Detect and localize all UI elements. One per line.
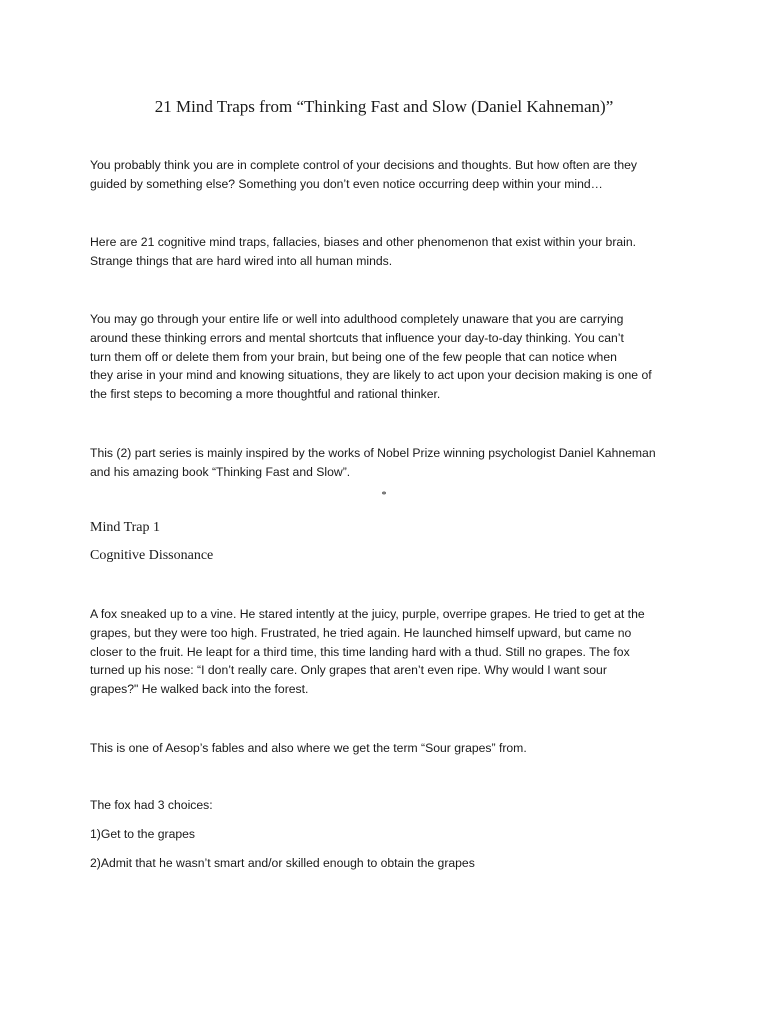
choice-item-2: 2)Admit that he wasn’t smart and/or skilled enough to obtain the grapes [90,856,475,870]
intro-paragraph-2: Here are 21 cognitive mind traps, fallacies, biases and other phenomenon that exist within your brain. Strange things that are hard wired into all human minds. [90,235,637,268]
aesop-paragraph: This is one of Aesop’s fables and also where we get the term “Sour grapes” from. [90,741,527,755]
choices-intro: The fox had 3 choices: [90,798,213,812]
fable-paragraph: A fox sneaked up to a vine. He stared intently at the juicy, purple, overripe grapes. He tried to get at the grapes, but they were too high. Frustrated, he tried again. He launched himself upward, but came no closer to the fruit. He leapt for a third time, this time landing hard with a thud. Still no grapes. The fox turned up his nose: “I don’t really care. Only grapes that aren’t even ripe. Why would I want sour grapes?" He walked back into the forest. [90,607,645,697]
section-separator: * [381,490,387,501]
intro-paragraph-3: You may go through your entire life or well into adulthood completely unaware that you are carrying around these thinking errors and mental shortcuts that influence your day-to-day thinking. You can’t turn them off or delete them from your brain, but being one of the few people that can notice when they arise in your mind and knowing situations, they are likely to act upon your decision making is one of the first steps to becoming a more thoughtful and rational thinker. [90,312,652,402]
mind-trap-label: Mind Trap 1 [90,520,161,535]
choice-item-1: 1)Get to the grapes [90,827,196,841]
document-title: 21 Mind Traps from “Thinking Fast and Slow (Daniel Kahneman)” [154,97,614,116]
mind-trap-name: Cognitive Dissonance [90,548,214,563]
intro-paragraph-4: This (2) part series is mainly inspired by the works of Nobel Prize winning psychologist Daniel Kahneman and his amazing book “Thinking Fast and Slow”. [90,446,656,479]
intro-paragraph-1: You probably think you are in complete control of your decisions and thoughts. But how often are they guided by something else? Something you don’t even notice occurring deep within your mind… [90,158,637,191]
